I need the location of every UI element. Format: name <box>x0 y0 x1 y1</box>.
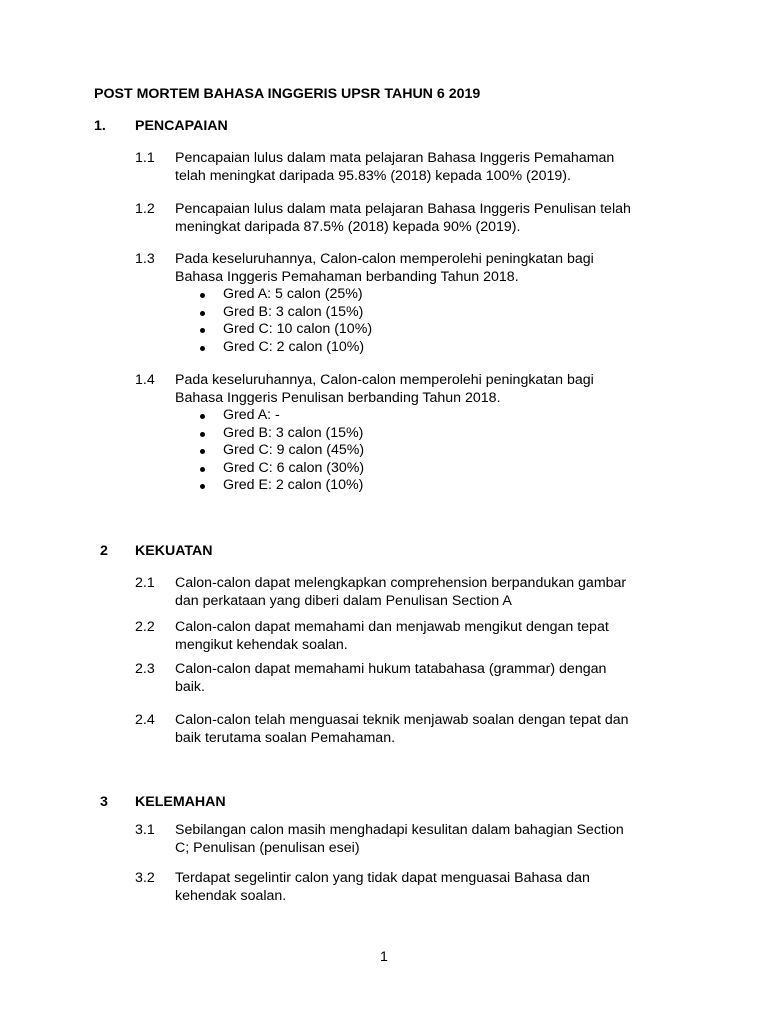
bullet-item: Gred B: 3 calon (15%) <box>197 425 364 443</box>
item-text-line: Pada keseluruhannya, Calon-calon memperolehi peningkatan bagi <box>175 251 594 267</box>
bullet-item: Gred C: 10 calon (10%) <box>197 321 372 339</box>
document-title: POST MORTEM BAHASA INGGERIS UPSR TAHUN 6 2019 <box>94 86 481 102</box>
item-text-line: baik terutama soalan Pemahaman. <box>175 729 396 746</box>
item-number: 2.4 <box>135 712 155 728</box>
section-number: 1. <box>94 118 106 134</box>
item-text-line: Calon-calon dapat melengkapkan comprehension berpandukan gambar <box>175 575 627 591</box>
item-text-line: Pencapaian lulus dalam mata pelajaran Bahasa Inggeris Penulisan telah <box>175 201 631 217</box>
item-text-line: Pencapaian lulus dalam mata pelajaran Bahasa Inggeris Pemahaman <box>175 150 615 166</box>
item-number: 1.4 <box>135 372 155 388</box>
item-text-line: Bahasa Inggeris Pemahaman berbanding Tahun 2018. <box>175 268 519 285</box>
item-text-line: Calon-calon dapat memahami hukum tatabahasa (grammar) dengan <box>175 661 607 677</box>
item-text-line: mengikut kehendak soalan. <box>175 636 348 653</box>
item-number: 1.2 <box>135 201 155 217</box>
section-number: 2 <box>100 543 108 559</box>
item-text-line: Sebilangan calon masih menghadapi kesulitan dalam bahagian Section <box>175 822 624 838</box>
bullet-item: Gred C: 2 calon (10%) <box>197 339 372 357</box>
bullet-item: Gred C: 9 calon (45%) <box>197 442 364 460</box>
bullet-item: Gred C: 6 calon (30%) <box>197 460 364 478</box>
bullet-item: Gred A: - <box>197 407 364 425</box>
bullet-list <box>197 286 372 356</box>
bullet-item: Gred A: 5 calon (25%) <box>197 286 372 304</box>
item-text-line: dan perkataan yang diberi dalam Penulisan Section A <box>175 592 512 609</box>
section-title-pencapaian: PENCAPAIAN <box>135 118 228 134</box>
item-text-line: Calon-calon dapat memahami dan menjawab mengikut dengan tepat <box>175 619 609 635</box>
item-number: 1.3 <box>135 251 155 267</box>
section-number: 3 <box>100 794 108 810</box>
item-number: 1.1 <box>135 150 155 166</box>
item-number: 2.2 <box>135 619 155 635</box>
item-text-line: Pada keseluruhannya, Calon-calon memperolehi peningkatan bagi <box>175 372 594 388</box>
item-number: 2.3 <box>135 661 155 677</box>
section-title-kelemahan: KELEMAHAN <box>135 794 226 810</box>
item-text-line: Calon-calon telah menguasai teknik menjawab soalan dengan tepat dan <box>175 712 629 728</box>
page-number: 1 <box>380 949 388 965</box>
bullet-item: Gred E: 2 calon (10%) <box>197 477 364 495</box>
bullet-list <box>197 407 364 495</box>
section-title-kekuatan: KEKUATAN <box>135 543 213 559</box>
item-text-line: telah meningkat daripada 95.83% (2018) kepada 100% (2019). <box>175 167 571 184</box>
item-number: 3.2 <box>135 870 155 886</box>
item-text-line: baik. <box>175 678 205 695</box>
item-text-line: kehendak soalan. <box>175 887 287 904</box>
bullet-item: Gred B: 3 calon (15%) <box>197 304 372 322</box>
item-number: 3.1 <box>135 822 155 838</box>
item-text-line: C; Penulisan (penulisan esei) <box>175 839 360 856</box>
item-text-line: Terdapat segelintir calon yang tidak dapat menguasai Bahasa dan <box>175 870 590 886</box>
item-text-line: Bahasa Inggeris Penulisan berbanding Tahun 2018. <box>175 389 501 406</box>
item-text-line: meningkat daripada 87.5% (2018) kepada 90% (2019). <box>175 218 521 235</box>
item-number: 2.1 <box>135 575 155 591</box>
